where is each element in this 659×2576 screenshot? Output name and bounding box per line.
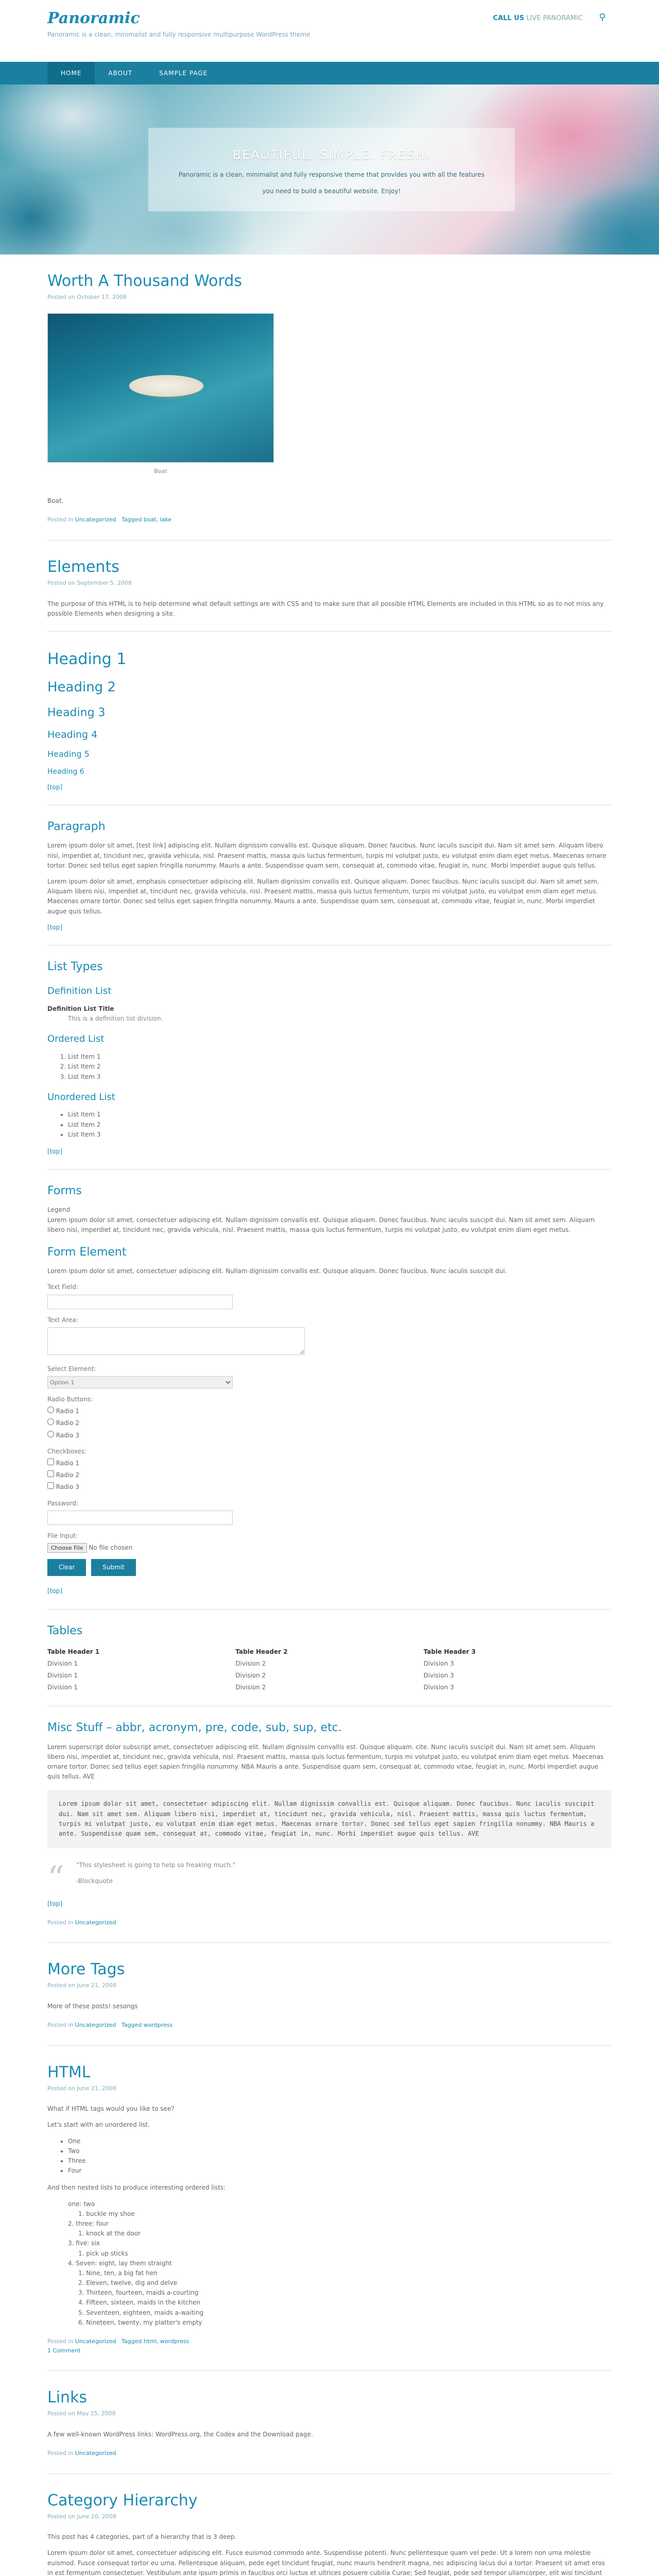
post-title[interactable]: Category Hierarchy xyxy=(47,2491,198,2510)
post-question: What if HTML tags would you like to see? xyxy=(47,2105,175,2113)
boat-image xyxy=(47,313,274,463)
list-item: 3. five: six xyxy=(68,2240,100,2247)
post-body: More of these posts! sesongs xyxy=(47,2002,138,2010)
radio-option-2[interactable] xyxy=(47,1418,612,1428)
table-cell: Division 1 xyxy=(47,1684,78,1691)
lorem-paragraph-2: Lorem ipsum dolor sit amet, emphasis consectetuer adipiscing elit. Nullam dignissim convallis est. Quisque aliquam. Donec faucibus. Nunc iaculis suscipit dui. Nam sit amet sem. Aliquam libero nisi, imperdiet at, tincidunt nec, gravida vehicula, nisl. Praesent mattis, massa quis luctus fermentum, turpis mi volutpat justo, eu volutpat enim diam eget metus. Maecenas ornare tortor. Donec sed tellus eget sapien fringilla nonummy. Mauris a ante. Suspendisse quam sem, consequat at, commodo vitae, feugiat in, nunc. Morbi imperdiet augue quis tellus. xyxy=(47,878,599,915)
category-link[interactable]: Uncategorized xyxy=(75,2450,116,2457)
text-field-group xyxy=(47,1282,612,1309)
checkbox-text: Radio 3 xyxy=(56,1483,79,1491)
posted-in-label: Posted in xyxy=(47,2022,74,2029)
nav-item-sample-page[interactable]: SAMPLE PAGE xyxy=(159,70,208,77)
category-link[interactable]: Uncategorized xyxy=(75,1919,116,1926)
tables-heading: Tables xyxy=(47,1624,83,1637)
form-element-heading: Form Element xyxy=(47,1245,127,1259)
top-link[interactable]: [top] xyxy=(47,1148,63,1156)
unordered-list-heading: Unordered List xyxy=(47,1091,115,1103)
radio-text: Radio 1 xyxy=(56,1408,79,1415)
post-footer xyxy=(47,1918,612,1927)
banner-text-2: you need to build a beautiful website. Enjoy! xyxy=(262,187,401,195)
category-link[interactable]: Uncategorized xyxy=(75,2022,116,2029)
checkbox-input[interactable] xyxy=(47,1459,54,1465)
nested-list xyxy=(47,2199,612,2328)
post-meta: Posted on October 17, 2008 xyxy=(47,294,127,300)
heading-5: Heading 5 xyxy=(47,749,90,759)
intro-text: The purpose of this HTML is to help determine what default settings are with CSS and to make sure that all possible HTML Elements are included in this HTML so as to not miss any possible Elements when designing a site. xyxy=(47,600,604,617)
list-item: • One xyxy=(68,2137,612,2146)
post-meta: Posted on September 5, 2008 xyxy=(47,579,132,586)
radio-option-1[interactable] xyxy=(47,1406,612,1416)
posted-in-label: Posted in xyxy=(47,2338,74,2345)
lorem-paragraph-1: Lorem ipsum dolor sit amet, [test link] adipiscing elit. Nullam dignissim convallis est. Quisque aliquam. Donec faucibus. Nunc iaculis suscipit dui. Nam sit amet sem. Aliquam libero nisi, imperdiet at, tincidunt nec, gravida vehicula, nisl. Praesent mattis, massa quis luctus fermentum, turpis mi volutpat justo, eu volutpat enim diam eget metus. Maecenas ornare tortor. Donec sed tellus eget sapien fringilla nonummy. Mauris a ante. Suspendisse quam sem, consequat at, commodo vitae, feugiat in, nunc. Morbi imperdiet augue quis tellus. xyxy=(47,842,606,869)
table-cell: Division 3 xyxy=(423,1672,454,1680)
comments-link[interactable]: 1 Comment xyxy=(47,2347,81,2354)
post-intro-2: And then nested lists to produce interesting ordered lists: xyxy=(47,2184,226,2192)
submit-button[interactable]: Submit xyxy=(91,1559,136,1576)
list-item: 1. Nine, ten, a big fat hen xyxy=(78,2269,158,2277)
list-item: 6. Nineteen, twenty, my platter's empty xyxy=(78,2318,202,2326)
tags-link[interactable]: Tagged html, wordpress xyxy=(122,2338,189,2345)
post-category-hierarchy xyxy=(47,2474,612,2576)
call-us-label: CALL US xyxy=(493,14,525,22)
checkbox-option-1[interactable] xyxy=(47,1459,612,1468)
preformatted-code: Lorem ipsum dolor sit amet, consectetuer adipiscing elit. Nullam dignissim convallis est. Quisque aliquam. Donec faucibus. Nunc iaculis suscipit dui. Nam sit amet sem. Aliquam libero nisi, imperdiet at, tincidunt nec, gravida vehicula, nisl. Praesent mattis, massa quis luctus fermentum, turpis mi volutpat justo, eu volutpat enim diam eget metus. Maecenas ornare tortor. Donec sed tellus eget sapien fringilla nonummy. NBA Mauris a ante. Suspendisse quam sem, consequat at, commodo vitae, feugiat in, nunc. Morbi imperdiet augue quis tellus. AVE xyxy=(47,1790,612,1848)
list-item: • Three xyxy=(68,2156,612,2166)
table-cell: Division 2 xyxy=(235,1684,266,1691)
checkbox-input[interactable] xyxy=(47,1482,54,1489)
list-item: 5. Seventeen, eighteen, maids a-waiting xyxy=(78,2309,204,2316)
clear-button[interactable]: Clear xyxy=(47,1559,86,1576)
forms-heading: Forms xyxy=(47,1184,82,1198)
table-cell: Division 3 xyxy=(423,1659,454,1667)
unordered-list xyxy=(47,1110,612,1140)
checkbox-option-3[interactable] xyxy=(47,1482,612,1492)
list-item: • Two xyxy=(68,2146,612,2156)
tags-link[interactable]: Tagged boat, lake xyxy=(122,516,172,523)
ordered-list-heading: Ordered List xyxy=(47,1033,105,1045)
list-item: 2. Eleven, twelve, dig and delve xyxy=(78,2279,178,2287)
text-area-input[interactable] xyxy=(47,1327,305,1355)
top-link[interactable]: [top] xyxy=(47,923,63,931)
table-header: Table Header 2 xyxy=(235,1648,288,1655)
definition-desc: This is a definition list division. xyxy=(68,1015,163,1023)
definition-title: Definition List Title xyxy=(47,1005,114,1012)
post-links xyxy=(47,2371,612,2473)
radio-input[interactable] xyxy=(47,1418,54,1425)
list-item: • Four xyxy=(68,2166,612,2176)
file-status: No file chosen xyxy=(89,1544,133,1551)
call-us xyxy=(493,13,583,24)
post-body: A few well-known WordPress links: WordPress.org, the Codex and the Download page. xyxy=(47,2430,313,2438)
banner-title: BEAUTIFUL. SIMPLE. FRESH. xyxy=(232,148,431,162)
post-meta: Posted on June 21, 2008 xyxy=(47,2084,116,2092)
text-area-label: Text Area: xyxy=(47,1316,78,1324)
file-group xyxy=(47,1531,612,1553)
heading-6: Heading 6 xyxy=(47,767,84,776)
post-intro: This post has 4 categories, part of a hierarchy that is 3 deep. xyxy=(47,2533,237,2541)
misc-text: Lorem superscript dolor subscript amet, consectetuer adipiscing elit. Nullam dignissim convallis est. Quisque aliquam. cite. Nunc iaculis suscipit dui. Nam sit amet sem. Aliquam libero nisi, imperdiet at, tincidunt nec, gravida vehicula, nisl. Praesent mattis, massa quis luctus fermentum, turpis mi volutpat justo, eu volutpat enim diam eget metus. Maecenas ornare tortor. Donec sed tellus eget sapien fringilla nonummy. NBA Mauris a ante. Suspendisse quam sem, consequat at, commodo vitae, feugiat in, nunc. Morbi imperdiet augue quis tellus. AVE xyxy=(47,1743,604,1781)
call-us-text: LIVE PANORAMIC xyxy=(526,14,583,22)
table-cell: Division 2 xyxy=(235,1659,266,1667)
posted-in-label: Posted in xyxy=(47,1919,74,1926)
post-title[interactable]: More Tags xyxy=(47,1960,125,1979)
file-label: File Input: xyxy=(47,1532,78,1539)
list-item: • List Item 3 xyxy=(68,1130,612,1140)
site-header xyxy=(0,0,659,62)
list-item: 1. pick up sticks xyxy=(78,2249,128,2257)
list-item: 4. Seven: eight, lay them straight xyxy=(68,2259,172,2267)
definition-list xyxy=(47,1004,612,1024)
post-footer xyxy=(47,2449,612,2458)
checkbox-text: Radio 2 xyxy=(56,1471,79,1479)
post-body: Lorem ipsum dolor sit amet, consectetuer adipiscing elit. Fusce euismod commodo ante. Suspendisse potenti. Nunc pellentesque quam vel pede. Ut a lorem non urna molestie euismod. Fusce consequat tortor eu urna. Pellentesque aliquam, pede eget tincidunt feugiat, nunc mauris hendrerit magna, nec adipiscing lacus dui a tortor. Praesent sit amet eros in est fermentum consectetuer. Vestibulum ante ipsum primis in faucibus orci luctus et ultrices posuere cubilia Curae; Sed feugiat, pede sed tempor ullamcorper, elit wisi tincidunt xyxy=(47,2549,605,2576)
blockquote xyxy=(47,1859,612,1898)
top-link[interactable]: [top] xyxy=(47,1900,63,1907)
content xyxy=(47,255,612,2576)
table-cell: Division 2 xyxy=(235,1672,266,1680)
select-element[interactable] xyxy=(47,1376,233,1388)
radio-option-3[interactable] xyxy=(47,1431,612,1440)
banner-box xyxy=(148,128,515,211)
table-cell: Division 1 xyxy=(47,1659,78,1667)
heading-2: Heading 2 xyxy=(47,679,116,695)
list-item: 1. buckle my shoe xyxy=(78,2210,135,2217)
search-icon[interactable]: ⚲ xyxy=(599,11,606,23)
post-elements xyxy=(47,540,612,1943)
table-row xyxy=(47,1670,612,1682)
list-item: 1. knock at the door xyxy=(78,2230,141,2238)
checkbox-label: Checkboxes: xyxy=(47,1447,86,1455)
post-footer xyxy=(47,2337,612,2355)
list-item: 3. List Item 3 xyxy=(68,1072,612,1082)
radio-group xyxy=(47,1395,612,1440)
list-item: 2. three: four xyxy=(68,2219,109,2227)
list-item: • List Item 1 xyxy=(68,1110,612,1120)
checkbox-option-2[interactable] xyxy=(47,1470,612,1480)
post-meta: Posted on June 20, 2008 xyxy=(47,2513,116,2520)
main-nav xyxy=(0,62,659,84)
table-cell: Division 3 xyxy=(423,1684,454,1691)
password-input[interactable] xyxy=(47,1511,233,1525)
post-intro: Let's start with an unordered list. xyxy=(47,2121,150,2129)
banner-text-1: Panoramic is a clean, minimalist and fully responsive theme that provides you with all the features xyxy=(178,171,485,179)
hero-banner xyxy=(0,84,659,255)
post-body: Boat. xyxy=(47,497,64,505)
site-title[interactable]: Panoramic xyxy=(47,9,140,27)
posted-in-label: Posted in xyxy=(47,2450,74,2457)
post-title[interactable]: HTML xyxy=(47,2063,91,2081)
post-meta: Posted on May 15, 2008 xyxy=(47,2410,116,2417)
heading-1: Heading 1 xyxy=(47,650,127,668)
quote-icon: “ xyxy=(47,1859,64,1898)
table-header: Table Header 1 xyxy=(47,1648,100,1655)
post-title[interactable]: Worth A Thousand Words xyxy=(47,272,242,290)
misc-heading: Misc Stuff – abbr, acronym, pre, code, sub, sup, etc. xyxy=(47,1721,342,1735)
post-worth-a-thousand-words xyxy=(47,255,612,540)
list-types-heading: List Types xyxy=(47,960,103,973)
radio-text: Radio 2 xyxy=(56,1419,79,1427)
radio-input[interactable] xyxy=(47,1406,54,1413)
heading-4: Heading 4 xyxy=(47,728,98,740)
top-link[interactable]: [top] xyxy=(47,784,63,791)
password-group xyxy=(47,1499,612,1525)
quote-text: "This stylesheet is going to help so freaking much." xyxy=(76,1861,236,1869)
definition-list-heading: Definition List xyxy=(47,986,112,997)
text-field-input[interactable] xyxy=(47,1295,233,1309)
heading-3: Heading 3 xyxy=(47,706,106,719)
checkbox-group xyxy=(47,1447,612,1493)
select-label: Select Element: xyxy=(47,1365,96,1372)
checkbox-input[interactable] xyxy=(47,1470,54,1477)
post-title[interactable]: Elements xyxy=(47,557,119,576)
radio-label: Radio Buttons: xyxy=(47,1396,93,1403)
post-more-tags xyxy=(47,1943,612,2045)
password-label: Password: xyxy=(47,1499,79,1507)
category-link[interactable]: Uncategorized xyxy=(75,516,116,523)
image-caption: Boat xyxy=(154,467,167,474)
choose-file-button[interactable]: Choose File xyxy=(47,1543,87,1553)
list-item: • List Item 2 xyxy=(68,1120,612,1130)
radio-input[interactable] xyxy=(47,1431,54,1437)
checkbox-text: Radio 1 xyxy=(56,1460,79,1467)
form-intro: Lorem ipsum dolor sit amet, consectetuer adipiscing elit. Nullam dignissim convallis est. Quisque aliquam. Donec faucibus. Nunc iaculis suscipit dui. xyxy=(47,1267,507,1275)
table-header: Table Header 3 xyxy=(423,1648,476,1655)
quote-author: -Blockquote xyxy=(76,1877,113,1885)
radio-text: Radio 3 xyxy=(56,1431,79,1439)
nav-item-about[interactable]: ABOUT xyxy=(108,70,133,77)
legend-text: Lorem ipsum dolor sit amet, consectetuer adipiscing elit. Nullam dignissim convallis est. Quisque aliquam. Donec faucibus. Nunc iaculis suscipit dui. Nam sit amet sem. Aliquam libero nisi, imperdiet at, tincidunt nec, gravida vehicula, nisl. Praesent mattis, massa quis luctus fermentum, turpis mi volutpat justo, eu volutpat enim diam eget metus. xyxy=(47,1216,595,1233)
paragraph-heading: Paragraph xyxy=(47,820,106,834)
select-group xyxy=(47,1364,612,1388)
data-table xyxy=(47,1646,612,1694)
table-row xyxy=(47,1682,612,1693)
legend: Legend xyxy=(47,1206,71,1214)
unordered-list xyxy=(47,2137,612,2176)
text-area-group xyxy=(47,1315,612,1358)
category-link[interactable]: Uncategorized xyxy=(75,2338,116,2345)
post-footer xyxy=(47,515,612,524)
list-item: one: two xyxy=(68,2200,95,2208)
table-cell: Division 1 xyxy=(47,1672,78,1680)
text-field-label: Text Field: xyxy=(47,1283,78,1291)
post-footer xyxy=(47,2021,612,2030)
top-link[interactable]: [top] xyxy=(47,1587,63,1595)
site-tagline: Panoramic is a clean, minimalist and fully responsive multipurpose WordPress theme xyxy=(47,31,310,38)
post-title[interactable]: Links xyxy=(47,2388,88,2407)
list-item: 4. Fifteen, sixteen, maids in the kitchen xyxy=(78,2299,201,2307)
post-meta: Posted on June 21, 2008 xyxy=(47,1982,116,1989)
tags-link[interactable]: Tagged wordpress xyxy=(122,2022,173,2029)
posted-in-label: Posted in xyxy=(47,516,74,523)
list-item: 2. List Item 2 xyxy=(68,1062,612,1072)
table-row xyxy=(47,1658,612,1670)
list-item: 1. List Item 1 xyxy=(68,1052,612,1062)
list-item: 3. Thirteen, fourteen, maids a-courting xyxy=(78,2289,199,2297)
nav-item-home[interactable]: HOME xyxy=(47,62,95,84)
table-header-row xyxy=(47,1646,612,1658)
post-html xyxy=(47,2046,612,2371)
ordered-list xyxy=(47,1052,612,1082)
